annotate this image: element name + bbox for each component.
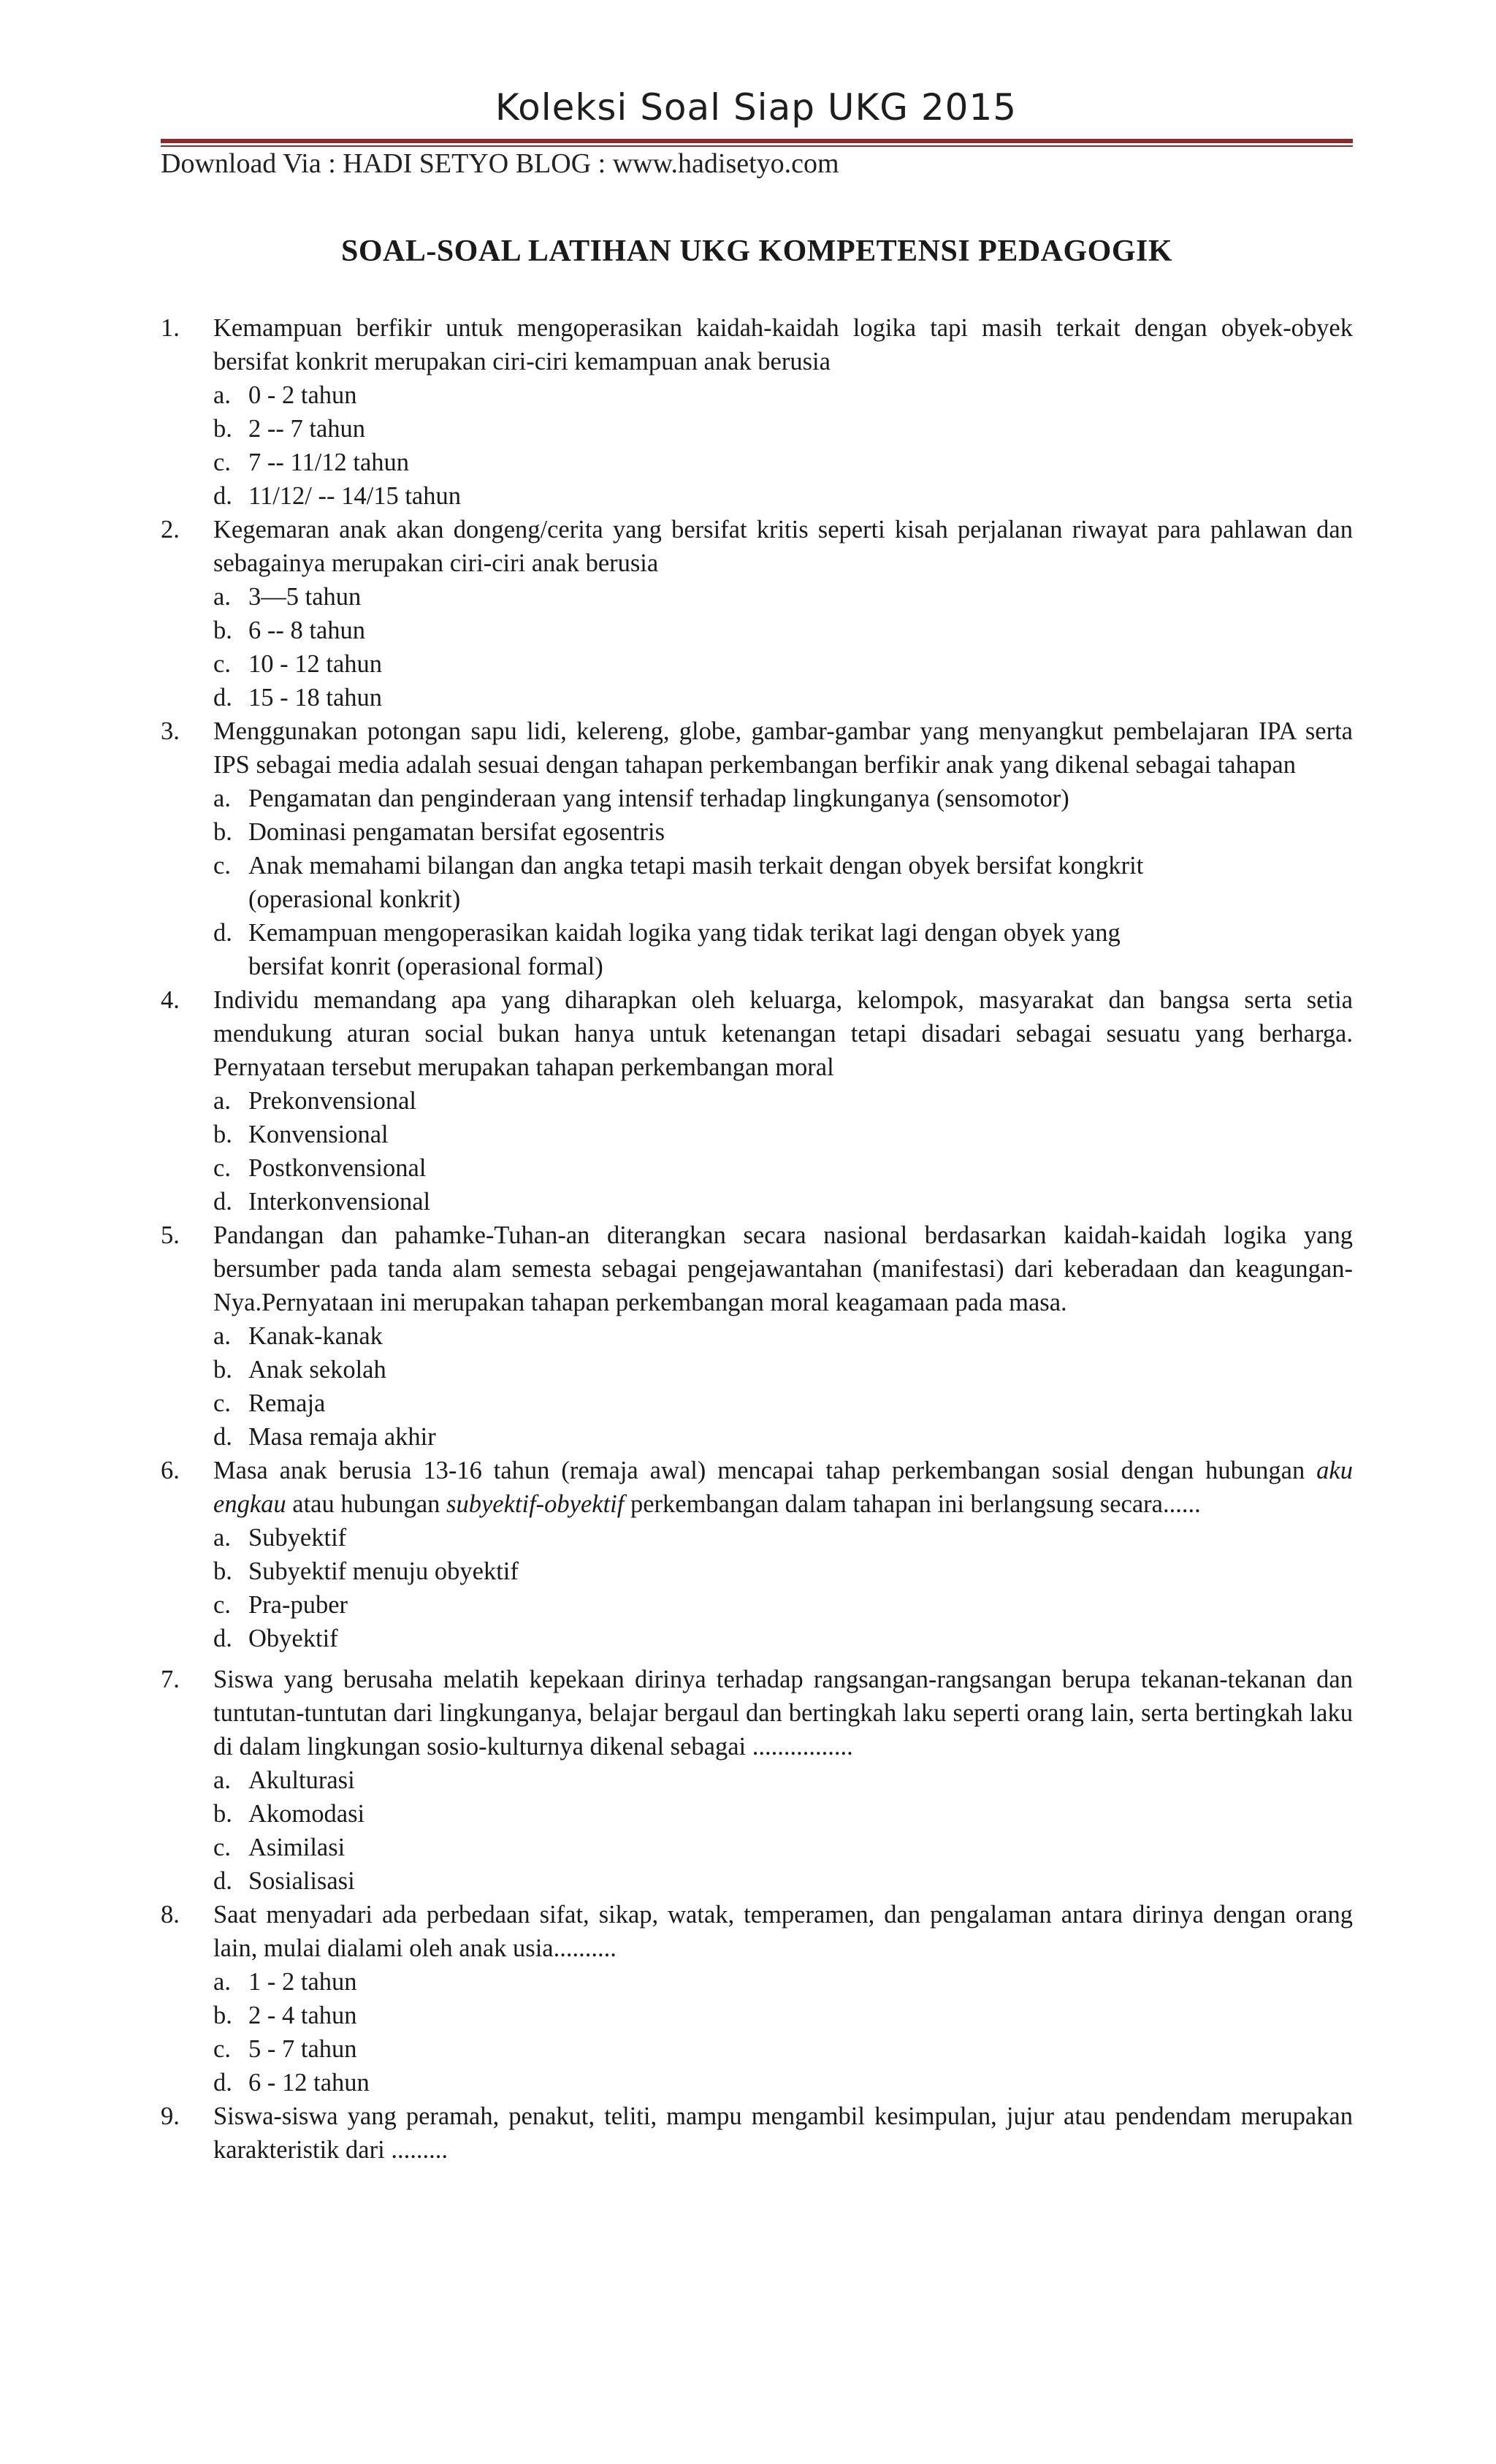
option-c [213,647,1353,681]
option-text: Anak sekolah [248,1356,386,1384]
option-text: Masa remaja akhir [248,1423,436,1451]
question-number: 2. [161,516,180,543]
option-b [213,1118,1353,1151]
question-5 [161,1218,1353,1454]
option-text: 11/12/ -- 14/15 tahun [248,482,461,510]
option-a [213,1965,1353,1999]
option-c [213,1588,1353,1622]
option-text: 2 - 4 tahun [248,2002,357,2029]
option-letter: a. [213,1524,231,1552]
option-b [213,815,1353,849]
option-a [213,580,1353,614]
option-letter: c. [213,1389,231,1417]
option-text: Interkonvensional [248,1188,431,1216]
option-letter: a. [213,1968,231,1996]
question-list [161,311,1353,2167]
option-text: 3—5 tahun [248,583,362,611]
question-text: Kegemaran anak akan dongeng/cerita yang bersifat kritis seperti kisah perjalanan riwayat para pahlawan dan sebagainya merupakan ciri-ciri anak berusia [213,516,1353,577]
option-letter: b. [213,617,232,644]
question-text-emphasis: subyektif-obyektif [446,1490,625,1518]
option-letter: a. [213,785,231,812]
option-c [213,849,1353,916]
option-text: Konvensional [248,1121,389,1148]
question-8 [161,1898,1353,2099]
option-list [213,1319,1353,1454]
question-text-part: atau hubungan [286,1490,447,1518]
option-text: Asimilasi [248,1834,346,1861]
option-a [213,1763,1353,1797]
option-text: 6 - 12 tahun [248,2069,370,2097]
question-number: 3. [161,717,180,745]
option-d [213,681,1353,714]
option-text: 6 -- 8 tahun [248,617,366,644]
option-d [213,916,1353,983]
option-text: Kemampuan mengoperasikan kaidah logika yang tidak terikat lagi dengan obyek yang bersifat konrit (operasional formal) [248,919,1121,980]
question-number: 4. [161,986,180,1014]
option-b [213,614,1353,647]
option-list [213,1521,1353,1655]
option-letter: c. [213,650,231,678]
question-number: 6. [161,1457,180,1484]
question-3 [161,714,1353,983]
option-letter: d. [213,919,232,947]
option-b [213,1555,1353,1588]
option-a [213,1521,1353,1555]
option-b [213,1999,1353,2032]
option-text: Sosialisasi [248,1867,355,1895]
option-list [213,580,1353,714]
option-text: Obyektif [248,1625,338,1652]
option-letter: d. [213,1867,232,1895]
option-text: Akulturasi [248,1766,355,1794]
option-text: Anak memahami bilangan dan angka tetapi masih terkait dengan obyek bersifat kongkrit (operasional konkrit) [248,852,1144,913]
question-2 [161,513,1353,714]
question-9 [161,2099,1353,2167]
option-text: Pengamatan dan penginderaan yang intensif terhadap lingkunganya (sensomotor) [248,785,1069,812]
question-text: Individu memandang apa yang diharapkan oleh keluarga, kelompok, masyarakat dan bangsa serta setia mendukung aturan social bukan hanya untuk ketenangan tetapi disadari sebagai sesuatu yang berharga. Pernyataan tersebut merupakan tahapan perkembangan moral [213,986,1353,1081]
option-c [213,1387,1353,1420]
option-letter: d. [213,482,232,510]
document-title: SOAL-SOAL LATIHAN UKG KOMPETENSI PEDAGOGIK [340,234,1173,268]
option-letter: d. [213,684,232,712]
option-letter: d. [213,1625,232,1652]
option-letter: b. [213,1356,232,1384]
option-list [213,1965,1353,2099]
option-text: Dominasi pengamatan bersifat egosentris [248,818,665,846]
question-6 [161,1454,1353,1655]
option-letter: a. [213,1087,231,1115]
question-text: Siswa-siswa yang peramah, penakut, teliti, mampu mengambil kesimpulan, jujur atau pendendam merupakan karakteristik dari ......... [213,2102,1353,2164]
option-text: Subyektif menuju obyektif [248,1557,519,1585]
option-text: Prekonvensional [248,1087,416,1115]
option-letter: b. [213,415,232,443]
question-number: 7. [161,1666,180,1693]
option-list [213,782,1353,983]
option-text: 15 - 18 tahun [248,684,383,712]
option-d [213,1622,1353,1655]
option-text: 5 - 7 tahun [248,2035,357,2063]
option-text: 7 -- 11/12 tahun [248,449,410,476]
option-b [213,1797,1353,1831]
option-d [213,479,1353,513]
option-letter: d. [213,1188,232,1216]
option-a [213,1319,1353,1353]
option-list [213,1763,1353,1898]
option-list [213,378,1353,513]
question-text: Kemampuan berfikir untuk mengoperasikan kaidah-kaidah logika tapi masih terkait dengan obyek-obyek bersifat konkrit merupakan ciri-ciri kemampuan anak berusia [213,314,1353,375]
option-text: 10 - 12 tahun [248,650,383,678]
question-number: 8. [161,1901,180,1929]
option-d [213,1420,1353,1454]
header-rule-thick [161,139,1353,143]
question-text-part: perkembangan dalam tahapan ini berlangsung secara...... [624,1490,1201,1518]
option-letter: c. [213,852,231,880]
question-text: Pandangan dan pahamke-Tuhan-an diterangkan secara nasional berdasarkan kaidah-kaidah logika yang bersumber pada tanda alam semesta sebagai pengejawantahan (manifestasi) dari keberadaan dan keagungan-Nya.Pernyataan ini merupakan tahapan perkembangan moral keagamaan pada masa. [213,1221,1353,1316]
header-rule-thin [161,145,1353,147]
option-letter: d. [213,2069,232,2097]
option-d [213,1864,1353,1898]
option-text: 0 - 2 tahun [248,381,357,409]
option-text: 1 - 2 tahun [248,1968,357,1996]
download-source: Download Via : HADI SETYO BLOG : www.hadisetyo.com [161,148,839,179]
option-c [213,1151,1353,1185]
option-text: Subyektif [248,1524,347,1552]
option-a [213,378,1353,412]
option-c [213,446,1353,479]
option-text: Postkonvensional [248,1154,427,1182]
option-c [213,1831,1353,1864]
option-letter: b. [213,1121,232,1148]
option-list [213,1084,1353,1218]
option-text: Pra-puber [248,1591,348,1619]
option-text: Remaja [248,1389,326,1417]
option-letter: c. [213,2035,231,2063]
question-text: Siswa yang berusaha melatih kepekaan dirinya terhadap rangsangan-rangsangan berupa tekanan-tekanan dan tuntutan-tuntutan dari lingkunganya, belajar bergaul dan bertingkah laku seperti orang lain, serta bertingkah laku di dalam lingkungan sosio-kulturnya dikenal sebagai ................ [213,1666,1353,1761]
question-text-part: Masa anak berusia 13-16 tahun (remaja awal) mencapai tahap perkembangan sosial dengan hubungan [213,1457,1317,1484]
question-number: 1. [161,314,180,342]
option-letter: b. [213,818,232,846]
option-b [213,1353,1353,1387]
question-text: Saat menyadari ada perbedaan sifat, sikap, watak, temperamen, dan pengalaman antara dirinya dengan orang lain, mulai dialami oleh anak usia.......... [213,1901,1353,1962]
question-text: Menggunakan potongan sapu lidi, kelereng, globe, gambar-gambar yang menyangkut pembelajaran IPA serta IPS sebagai media adalah sesuai dengan tahapan perkembangan berfikir anak yang dikenal sebagai tahapan [213,717,1353,779]
option-a [213,1084,1353,1118]
question-7 [161,1663,1353,1898]
option-letter: b. [213,1557,232,1585]
option-d [213,2066,1353,2099]
option-letter: a. [213,1322,231,1350]
option-b [213,412,1353,446]
option-letter: a. [213,1766,231,1794]
question-1 [161,311,1353,513]
option-letter: d. [213,1423,232,1451]
option-letter: c. [213,1591,231,1619]
option-c [213,2032,1353,2066]
option-letter: c. [213,1834,231,1861]
option-d [213,1185,1353,1218]
question-number: 9. [161,2102,180,2130]
question-number: 5. [161,1221,180,1249]
option-a [213,782,1353,815]
option-letter: a. [213,381,231,409]
option-letter: c. [213,1154,231,1182]
option-text: Kanak-kanak [248,1322,383,1350]
option-letter: c. [213,449,231,476]
question-text-emphasis: aku engkau [213,1457,1353,1518]
header-title: Koleksi Soal Siap UKG 2015 [495,86,1018,129]
option-text: Akomodasi [248,1800,365,1828]
option-letter: b. [213,2002,232,2029]
option-letter: a. [213,583,231,611]
option-text: 2 -- 7 tahun [248,415,366,443]
question-4 [161,983,1353,1218]
option-letter: b. [213,1800,232,1828]
question-text [213,1454,1353,1521]
